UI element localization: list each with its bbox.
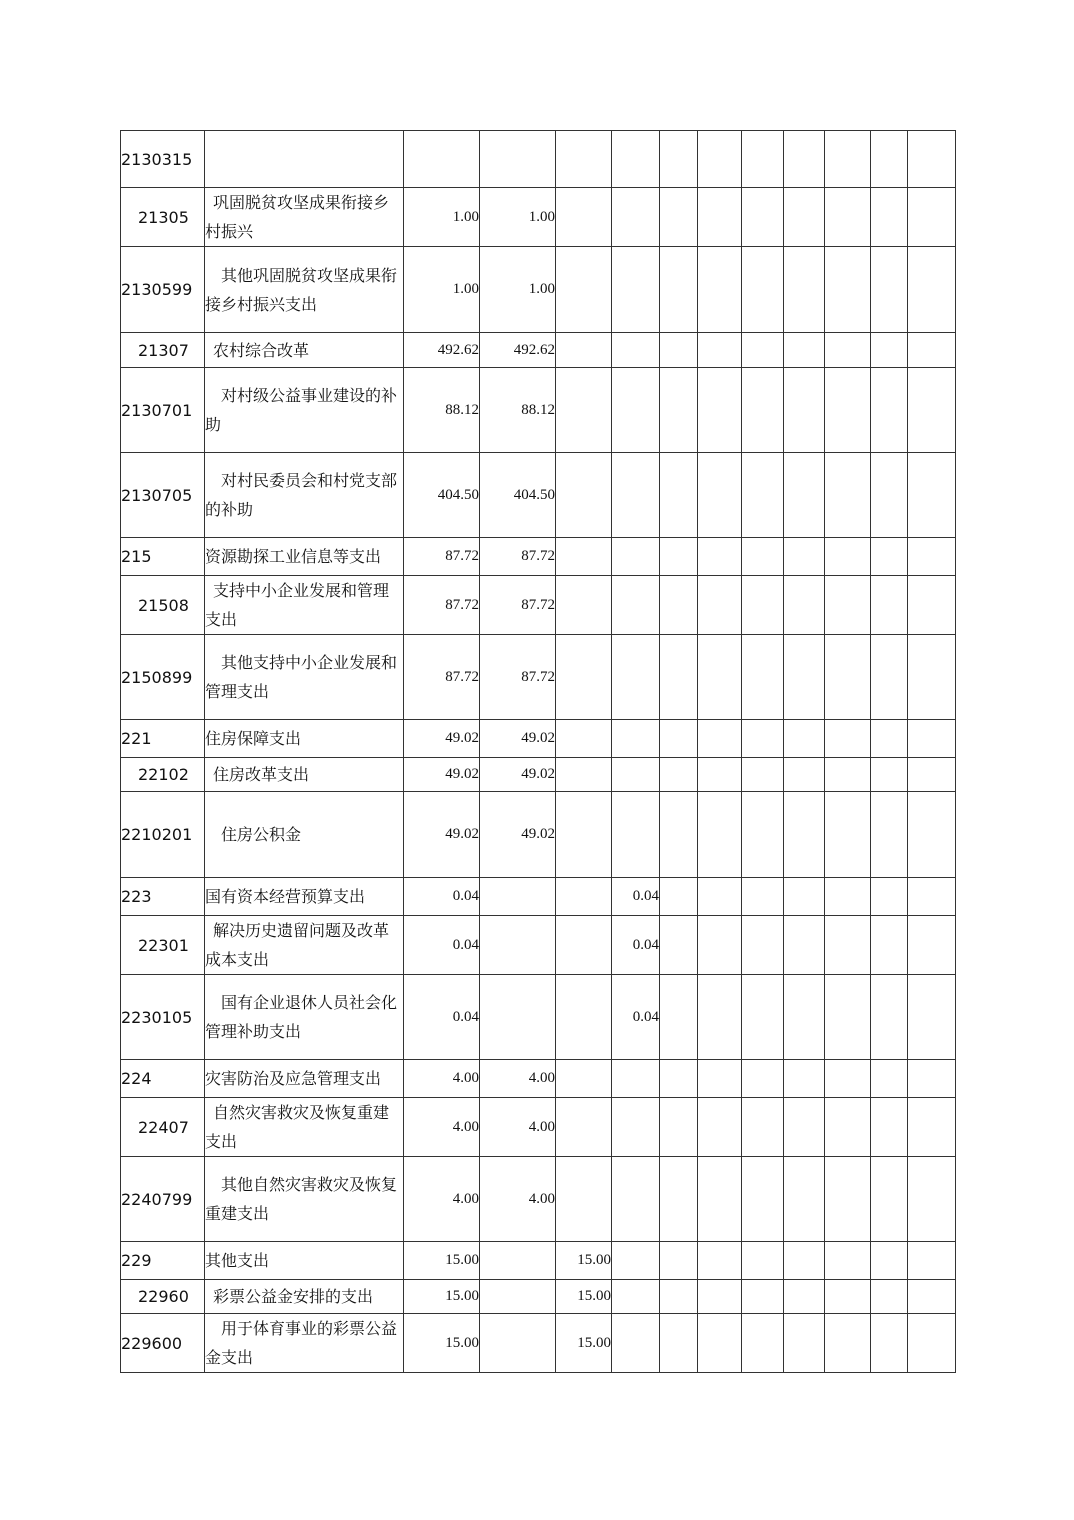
empty-cell: [871, 916, 908, 975]
empty-cell: [660, 538, 698, 576]
empty-cell: [742, 720, 784, 758]
empty-cell: [698, 1242, 742, 1280]
general-budget-cell: 4.00: [480, 1060, 556, 1098]
empty-cell: [698, 792, 742, 878]
total-cell: 15.00: [404, 1242, 480, 1280]
subject-name-cell: [205, 131, 404, 188]
government-fund-cell: [556, 792, 612, 878]
empty-cell: [698, 916, 742, 975]
table-row: [121, 975, 956, 1060]
state-capital-cell: [612, 188, 660, 247]
subject-code-cell: 21305: [121, 188, 205, 247]
empty-cell: [871, 453, 908, 538]
empty-cell: [871, 368, 908, 453]
total-cell: 0.04: [404, 878, 480, 916]
empty-cell: [660, 1098, 698, 1157]
subject-name-cell: 对村级公益事业建设的补助: [205, 368, 404, 453]
empty-cell: [908, 1157, 956, 1242]
subject-code-cell: 2210201: [121, 792, 205, 878]
empty-cell: [742, 1314, 784, 1373]
empty-cell: [742, 1242, 784, 1280]
empty-cell: [660, 975, 698, 1060]
empty-cell: [784, 916, 825, 975]
table-row: [121, 131, 956, 188]
state-capital-cell: [612, 1242, 660, 1280]
empty-cell: [825, 1098, 871, 1157]
empty-cell: [742, 1098, 784, 1157]
empty-cell: [871, 188, 908, 247]
subject-code-cell: 215: [121, 538, 205, 576]
general-budget-cell: 87.72: [480, 576, 556, 635]
table-row: [121, 333, 956, 368]
empty-cell: [871, 1060, 908, 1098]
subject-name-cell: 资源勘探工业信息等支出: [205, 538, 404, 576]
empty-cell: [784, 576, 825, 635]
subject-name-cell: 巩固脱贫攻坚成果衔接乡村振兴: [205, 188, 404, 247]
empty-cell: [871, 538, 908, 576]
empty-cell: [742, 916, 784, 975]
government-fund-cell: [556, 453, 612, 538]
empty-cell: [825, 758, 871, 792]
total-cell: 1.00: [404, 247, 480, 333]
subject-code-cell: 223: [121, 878, 205, 916]
subject-code-cell: 229: [121, 1242, 205, 1280]
subject-name-cell: 其他支出: [205, 1242, 404, 1280]
empty-cell: [825, 1060, 871, 1098]
state-capital-cell: [612, 758, 660, 792]
state-capital-cell: 0.04: [612, 916, 660, 975]
empty-cell: [908, 720, 956, 758]
empty-cell: [698, 131, 742, 188]
general-budget-cell: 49.02: [480, 720, 556, 758]
table-row: [121, 247, 956, 333]
table-row: [121, 453, 956, 538]
empty-cell: [742, 368, 784, 453]
total-cell: 15.00: [404, 1280, 480, 1314]
empty-cell: [698, 453, 742, 538]
empty-cell: [825, 453, 871, 538]
empty-cell: [908, 635, 956, 720]
empty-cell: [698, 758, 742, 792]
government-fund-cell: [556, 1098, 612, 1157]
general-budget-cell: [480, 975, 556, 1060]
empty-cell: [908, 188, 956, 247]
state-capital-cell: [612, 635, 660, 720]
empty-cell: [908, 453, 956, 538]
subject-code-cell: 21508: [121, 576, 205, 635]
empty-cell: [698, 538, 742, 576]
total-cell: 15.00: [404, 1314, 480, 1373]
general-budget-cell: [480, 1280, 556, 1314]
empty-cell: [871, 1098, 908, 1157]
empty-cell: [825, 1242, 871, 1280]
empty-cell: [871, 975, 908, 1060]
subject-code-cell: 22960: [121, 1280, 205, 1314]
total-cell: 4.00: [404, 1157, 480, 1242]
government-fund-cell: [556, 1060, 612, 1098]
empty-cell: [825, 368, 871, 453]
empty-cell: [784, 720, 825, 758]
subject-name-cell: 解决历史遗留问题及改革成本支出: [205, 916, 404, 975]
empty-cell: [784, 1098, 825, 1157]
general-budget-cell: 87.72: [480, 635, 556, 720]
empty-cell: [908, 916, 956, 975]
total-cell: 88.12: [404, 368, 480, 453]
government-fund-cell: [556, 916, 612, 975]
subject-name-cell: 住房公积金: [205, 792, 404, 878]
empty-cell: [660, 720, 698, 758]
empty-cell: [908, 333, 956, 368]
empty-cell: [871, 1314, 908, 1373]
state-capital-cell: [612, 538, 660, 576]
subject-code-cell: 22102: [121, 758, 205, 792]
empty-cell: [871, 720, 908, 758]
empty-cell: [698, 635, 742, 720]
table-row: [121, 635, 956, 720]
total-cell: 49.02: [404, 720, 480, 758]
total-cell: 4.00: [404, 1060, 480, 1098]
table-row: [121, 758, 956, 792]
empty-cell: [660, 368, 698, 453]
subject-code-cell: 2130701: [121, 368, 205, 453]
empty-cell: [698, 188, 742, 247]
empty-cell: [698, 368, 742, 453]
empty-cell: [660, 635, 698, 720]
empty-cell: [698, 1314, 742, 1373]
empty-cell: [660, 188, 698, 247]
empty-cell: [908, 1060, 956, 1098]
total-cell: 0.04: [404, 916, 480, 975]
table-row: [121, 576, 956, 635]
empty-cell: [871, 333, 908, 368]
empty-cell: [698, 576, 742, 635]
total-cell: 492.62: [404, 333, 480, 368]
empty-cell: [784, 131, 825, 188]
government-fund-cell: [556, 635, 612, 720]
empty-cell: [742, 975, 784, 1060]
subject-name-cell: 对村民委员会和村党支部的补助: [205, 453, 404, 538]
empty-cell: [825, 333, 871, 368]
empty-cell: [825, 131, 871, 188]
empty-cell: [660, 1242, 698, 1280]
total-cell: 87.72: [404, 538, 480, 576]
total-cell: 49.02: [404, 758, 480, 792]
empty-cell: [908, 975, 956, 1060]
empty-cell: [908, 758, 956, 792]
state-capital-cell: [612, 1280, 660, 1314]
empty-cell: [784, 1060, 825, 1098]
empty-cell: [871, 1280, 908, 1314]
government-fund-cell: [556, 1157, 612, 1242]
table-row: [121, 1157, 956, 1242]
state-capital-cell: 0.04: [612, 975, 660, 1060]
empty-cell: [871, 1242, 908, 1280]
empty-cell: [825, 635, 871, 720]
empty-cell: [825, 975, 871, 1060]
government-fund-cell: [556, 576, 612, 635]
empty-cell: [908, 878, 956, 916]
empty-cell: [660, 333, 698, 368]
empty-cell: [825, 576, 871, 635]
empty-cell: [871, 635, 908, 720]
subject-code-cell: 229600: [121, 1314, 205, 1373]
general-budget-cell: 1.00: [480, 247, 556, 333]
government-fund-cell: [556, 333, 612, 368]
state-capital-cell: [612, 131, 660, 188]
empty-cell: [784, 1242, 825, 1280]
total-cell: 1.00: [404, 188, 480, 247]
government-fund-cell: [556, 538, 612, 576]
general-budget-cell: 87.72: [480, 538, 556, 576]
state-capital-cell: [612, 1098, 660, 1157]
empty-cell: [660, 758, 698, 792]
government-fund-cell: [556, 368, 612, 453]
subject-code-cell: 2240799: [121, 1157, 205, 1242]
subject-code-cell: 224: [121, 1060, 205, 1098]
subject-name-cell: 支持中小企业发展和管理支出: [205, 576, 404, 635]
empty-cell: [698, 1060, 742, 1098]
government-fund-cell: [556, 758, 612, 792]
state-capital-cell: [612, 453, 660, 538]
empty-cell: [742, 333, 784, 368]
empty-cell: [784, 538, 825, 576]
general-budget-cell: 1.00: [480, 188, 556, 247]
subject-name-cell: 其他巩固脱贫攻坚成果衔接乡村振兴支出: [205, 247, 404, 333]
subject-name-cell: 其他自然灾害救灾及恢复重建支出: [205, 1157, 404, 1242]
table-row: [121, 368, 956, 453]
table-row: [121, 1060, 956, 1098]
empty-cell: [660, 453, 698, 538]
empty-cell: [660, 1157, 698, 1242]
empty-cell: [908, 247, 956, 333]
state-capital-cell: [612, 333, 660, 368]
general-budget-cell: 49.02: [480, 792, 556, 878]
empty-cell: [908, 1280, 956, 1314]
table-body: [121, 131, 956, 1373]
table-row: [121, 720, 956, 758]
government-fund-cell: [556, 878, 612, 916]
total-cell: [404, 131, 480, 188]
empty-cell: [698, 720, 742, 758]
empty-cell: [742, 131, 784, 188]
empty-cell: [825, 1280, 871, 1314]
state-capital-cell: [612, 576, 660, 635]
total-cell: 4.00: [404, 1098, 480, 1157]
government-fund-cell: 15.00: [556, 1314, 612, 1373]
government-fund-cell: 15.00: [556, 1242, 612, 1280]
table-row: [121, 878, 956, 916]
empty-cell: [784, 635, 825, 720]
empty-cell: [698, 333, 742, 368]
empty-cell: [825, 720, 871, 758]
empty-cell: [908, 1314, 956, 1373]
total-cell: 87.72: [404, 635, 480, 720]
empty-cell: [871, 247, 908, 333]
empty-cell: [660, 576, 698, 635]
empty-cell: [784, 188, 825, 247]
empty-cell: [742, 247, 784, 333]
empty-cell: [698, 1280, 742, 1314]
general-budget-cell: 4.00: [480, 1098, 556, 1157]
general-budget-cell: 404.50: [480, 453, 556, 538]
empty-cell: [784, 333, 825, 368]
empty-cell: [742, 878, 784, 916]
subject-name-cell: 住房保障支出: [205, 720, 404, 758]
empty-cell: [825, 916, 871, 975]
empty-cell: [742, 188, 784, 247]
subject-code-cell: 2130705: [121, 453, 205, 538]
state-capital-cell: [612, 247, 660, 333]
empty-cell: [784, 1157, 825, 1242]
subject-code-cell: 2130315: [121, 131, 205, 188]
empty-cell: [908, 576, 956, 635]
state-capital-cell: [612, 368, 660, 453]
empty-cell: [660, 1060, 698, 1098]
subject-name-cell: 彩票公益金安排的支出: [205, 1280, 404, 1314]
empty-cell: [784, 1314, 825, 1373]
general-budget-cell: 4.00: [480, 1157, 556, 1242]
subject-code-cell: 2130599: [121, 247, 205, 333]
subject-code-cell: 22301: [121, 916, 205, 975]
table-row: [121, 538, 956, 576]
empty-cell: [784, 368, 825, 453]
empty-cell: [908, 1242, 956, 1280]
total-cell: 49.02: [404, 792, 480, 878]
government-fund-cell: [556, 720, 612, 758]
subject-name-cell: 国有资本经营预算支出: [205, 878, 404, 916]
empty-cell: [742, 576, 784, 635]
government-fund-cell: [556, 247, 612, 333]
empty-cell: [784, 247, 825, 333]
empty-cell: [908, 792, 956, 878]
subject-code-cell: 2230105: [121, 975, 205, 1060]
empty-cell: [784, 1280, 825, 1314]
empty-cell: [871, 792, 908, 878]
empty-cell: [908, 538, 956, 576]
empty-cell: [825, 1157, 871, 1242]
empty-cell: [784, 453, 825, 538]
empty-cell: [784, 878, 825, 916]
general-budget-cell: [480, 916, 556, 975]
general-budget-cell: 492.62: [480, 333, 556, 368]
empty-cell: [660, 247, 698, 333]
total-cell: 0.04: [404, 975, 480, 1060]
empty-cell: [698, 1098, 742, 1157]
government-fund-cell: [556, 131, 612, 188]
empty-cell: [825, 538, 871, 576]
subject-code-cell: 21307: [121, 333, 205, 368]
empty-cell: [698, 878, 742, 916]
empty-cell: [871, 758, 908, 792]
empty-cell: [742, 635, 784, 720]
state-capital-cell: [612, 792, 660, 878]
table-row: [121, 1280, 956, 1314]
empty-cell: [908, 368, 956, 453]
empty-cell: [742, 758, 784, 792]
general-budget-cell: [480, 131, 556, 188]
empty-cell: [784, 792, 825, 878]
table-row: [121, 792, 956, 878]
empty-cell: [660, 792, 698, 878]
subject-code-cell: 2150899: [121, 635, 205, 720]
empty-cell: [908, 1098, 956, 1157]
state-capital-cell: [612, 1157, 660, 1242]
empty-cell: [742, 1157, 784, 1242]
subject-name-cell: 国有企业退休人员社会化管理补助支出: [205, 975, 404, 1060]
table-row: [121, 1098, 956, 1157]
empty-cell: [660, 131, 698, 188]
subject-name-cell: 用于体育事业的彩票公益金支出: [205, 1314, 404, 1373]
empty-cell: [698, 1157, 742, 1242]
state-capital-cell: 0.04: [612, 878, 660, 916]
government-fund-cell: [556, 188, 612, 247]
total-cell: 87.72: [404, 576, 480, 635]
general-budget-cell: 88.12: [480, 368, 556, 453]
table-row: [121, 916, 956, 975]
empty-cell: [660, 878, 698, 916]
empty-cell: [742, 538, 784, 576]
general-budget-cell: [480, 878, 556, 916]
government-fund-cell: [556, 975, 612, 1060]
empty-cell: [742, 453, 784, 538]
empty-cell: [825, 188, 871, 247]
table-row: [121, 1314, 956, 1373]
empty-cell: [825, 792, 871, 878]
table-row: [121, 1242, 956, 1280]
empty-cell: [742, 1060, 784, 1098]
empty-cell: [825, 247, 871, 333]
empty-cell: [784, 758, 825, 792]
empty-cell: [698, 247, 742, 333]
empty-cell: [742, 1280, 784, 1314]
empty-cell: [660, 1280, 698, 1314]
empty-cell: [742, 792, 784, 878]
state-capital-cell: [612, 720, 660, 758]
empty-cell: [871, 1157, 908, 1242]
empty-cell: [871, 576, 908, 635]
empty-cell: [871, 878, 908, 916]
budget-expenditure-table: [120, 130, 956, 1373]
subject-code-cell: 221: [121, 720, 205, 758]
subject-name-cell: 住房改革支出: [205, 758, 404, 792]
government-fund-cell: 15.00: [556, 1280, 612, 1314]
empty-cell: [784, 975, 825, 1060]
subject-name-cell: 其他支持中小企业发展和管理支出: [205, 635, 404, 720]
subject-code-cell: 22407: [121, 1098, 205, 1157]
total-cell: 404.50: [404, 453, 480, 538]
general-budget-cell: 49.02: [480, 758, 556, 792]
state-capital-cell: [612, 1060, 660, 1098]
subject-name-cell: 自然灾害救灾及恢复重建支出: [205, 1098, 404, 1157]
general-budget-cell: [480, 1242, 556, 1280]
empty-cell: [825, 878, 871, 916]
general-budget-cell: [480, 1314, 556, 1373]
empty-cell: [871, 131, 908, 188]
table-row: [121, 188, 956, 247]
empty-cell: [698, 975, 742, 1060]
empty-cell: [825, 1314, 871, 1373]
empty-cell: [660, 1314, 698, 1373]
empty-cell: [908, 131, 956, 188]
empty-cell: [660, 916, 698, 975]
state-capital-cell: [612, 1314, 660, 1373]
subject-name-cell: 农村综合改革: [205, 333, 404, 368]
subject-name-cell: 灾害防治及应急管理支出: [205, 1060, 404, 1098]
